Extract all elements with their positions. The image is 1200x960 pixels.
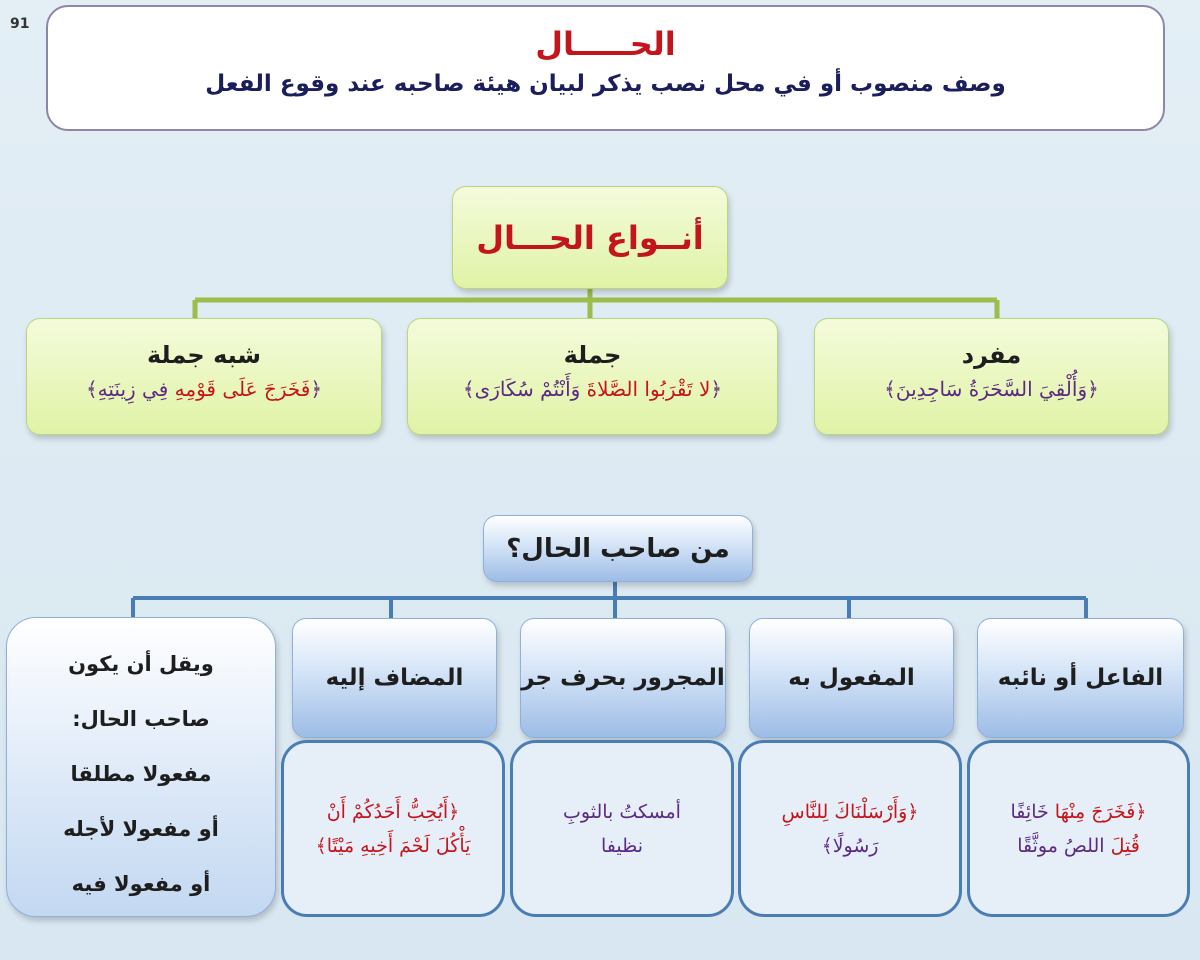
owner-connectors: [133, 582, 1086, 618]
note-line: أو مفعولا لأجله: [63, 817, 219, 841]
type-example: ﴿فَخَرَجَ عَلَى قَوْمِهِ فِي زِينَتِهِ﴾: [85, 377, 323, 401]
page-number: 91: [10, 16, 30, 32]
note-line: أو مفعولا فيه: [71, 872, 211, 896]
definition-text: وصف منصوب أو في محل نصب يذكر لبيان هيئة صاحبه عند وقوع الفعل: [205, 71, 1006, 97]
types-connectors: [195, 288, 997, 318]
note-line: صاحب الحال:: [72, 707, 210, 731]
example-line: أمسكتُ بالثوبِ: [563, 800, 681, 823]
note-line: مفعولا مطلقا: [70, 762, 212, 786]
note-line: ويقل أن يكون: [68, 652, 214, 676]
example-line: يَأْكُلَ لَحْمَ أَخِيهِ مَيْتًا﴾: [315, 834, 471, 857]
owner-head-mudaf-ilayh: المضاف إليه: [292, 618, 497, 738]
type-name: شبه جملة: [146, 341, 262, 369]
example-box-mudaf-ilayh: [281, 740, 505, 917]
page-title: الحـــــال: [535, 25, 676, 63]
owner-head-fael: الفاعل أو نائبه: [977, 618, 1184, 738]
type-name: جملة: [563, 341, 622, 369]
type-example: ﴿لا تَقْرَبُوا الصَّلاةَ وَأَنْتُمْ سُكَارَى﴾: [462, 377, 723, 401]
types-title: أنــواع الحـــال: [452, 186, 728, 289]
owner-title: من صاحب الحال؟: [483, 515, 753, 582]
example-box-mafool: [738, 740, 962, 917]
owner-head-mafool: المفعول به: [749, 618, 954, 738]
example-line: ﴿أَيُحِبُّ أَحَدُكُمْ أَنْ: [326, 800, 460, 823]
type-box-mufrad: [814, 318, 1169, 435]
example-line: ﴿وَأَرْسَلْنَاكَ لِلنَّاسِ: [781, 800, 919, 823]
type-name: مفرد: [961, 341, 1022, 369]
example-line: قُتِلَ اللصُ موثَّقًا: [1017, 834, 1140, 857]
type-example: ﴿وَأُلْقِيَ السَّحَرَةُ سَاجِدِينَ﴾: [884, 377, 1099, 401]
type-box-jumla: [407, 318, 778, 435]
example-box-majroor: [510, 740, 734, 917]
example-line: رَسُولًا﴾: [821, 834, 879, 857]
owner-head-majroor: المجرور بحرف جر: [520, 618, 726, 738]
example-line: ﴿فَخَرَجَ مِنْهَا خَائِفًا: [1010, 800, 1147, 823]
example-box-fael: [967, 740, 1190, 917]
rare-owner-note: [6, 617, 276, 917]
type-box-shibh-jumla: [26, 318, 382, 435]
example-line: نظيفا: [601, 834, 644, 857]
